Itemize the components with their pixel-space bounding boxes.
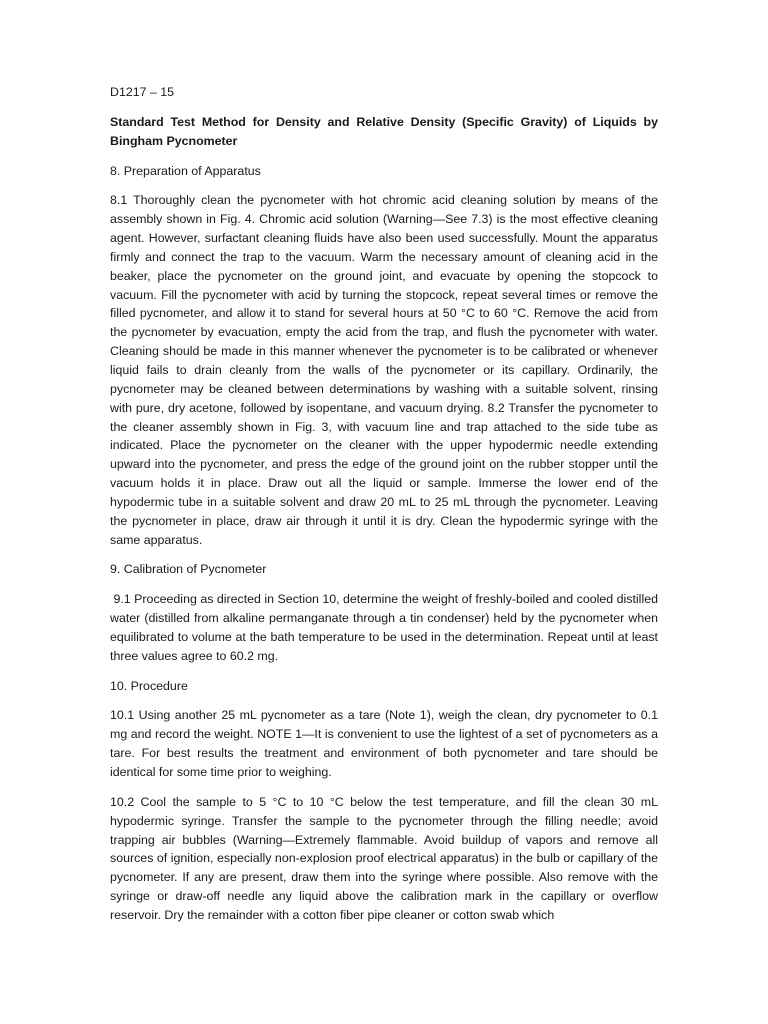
section-preparation-of-apparatus	[110, 162, 658, 550]
body-paragraph: 10.2 Cool the sample to 5 °C to 10 °C below the test temperature, and fill the clean 30 mL hypodermic syringe. Transfer the sample to the pycnometer through the filling needle; avoid trapping air bubbles (Warning—Extremely flammable. Avoid buildup of vapors and remove all sources of ignition, especially non-explosion proof electrical apparatus) in the bulb or capillary of the pycnometer. If any are present, draw them into the syringe where possible. Also remove with the syringe or draw-off needle any liquid above the calibration mark in the capillary or overflow reservoir. Dry the remainder with a cotton fiber pipe cleaner or cotton swab which	[110, 794, 658, 922]
document-title: Standard Test Method for Density and Relative Density (Specific Gravity) of Liquids by Bingham Pycnometer	[110, 114, 658, 148]
body-paragraph: 10.1 Using another 25 mL pycnometer as a tare (Note 1), weigh the clean, dry pycnometer to 0.1 mg and record the weight. NOTE 1—It is convenient to use the lightest of a set of pycnometers as a tare. For best results the treatment and environment of both pycnometer and tare should be identical for some time prior to weighing.	[110, 708, 658, 779]
body-paragraph: 9.1 Proceeding as directed in Section 10, determine the weight of freshly-boiled and cooled distilled water (distilled from alkaline permanganate through a tin condenser) held by the pycnometer when equilibrated to volume at the bath temperature to be used in the determination. Repeat until at least three values agree to 60.2 mg.	[110, 592, 662, 663]
section-procedure	[110, 677, 658, 925]
document-page	[110, 83, 662, 936]
section-calibration-of-pycnometer	[110, 560, 662, 665]
body-paragraph: 8.1 Thoroughly clean the pycnometer with hot chromic acid cleaning solution by means of the assembly shown in Fig. 4. Chromic acid solution (Warning—See 7.3) is the most effective cleaning agent. However, surfactant cleaning fluids have also been used successfully. Mount the apparatus firmly and connect the trap to the vacuum. Warm the necessary amount of cleaning acid in the beaker, place the pycnometer on the ground joint, and evacuate by opening the stopcock to vacuum. Fill the pycnometer with acid by turning the stopcock, repeat several times or remove the filled pycnometer, and allow it to stand for several hours at 50 °C to 60 °C. Remove the acid from the pycnometer by evacuation, empty the acid from the trap, and flush the pycnometer with water. Cleaning should be made in this manner whenever the pycnometer is to be calibrated or whenever liquid fails to drain cleanly from the walls of the pycnometer or its capillary. Ordinarily, the pycnometer may be cleaned between determinations by washing with a suitable solvent, rinsing with pure, dry acetone, followed by isopentane, and vacuum drying. 8.2 Transfer the pycnometer to the cleaner assembly shown in Fig. 3, with vacuum line and trap attached to the side tube as indicated. Place the pycnometer on the cleaner with the upper hypodermic needle extending upward into the pycnometer, and press the edge of the ground joint on the rubber stopper until the vacuum holds it in place. Draw out all the liquid or sample. Immerse the lower end of the hypodermic tube in a suitable solvent and draw 20 mL to 25 mL through the pycnometer. Leaving the pycnometer in place, draw air through it until it is dry. Clean the hypodermic syringe with the same apparatus.	[110, 193, 658, 547]
section-heading: 10. Procedure	[110, 678, 188, 693]
section-heading: 8. Preparation of Apparatus	[110, 163, 261, 178]
document-designation: D1217 – 15	[110, 85, 175, 99]
section-heading: 9. Calibration of Pycnometer	[110, 562, 267, 577]
